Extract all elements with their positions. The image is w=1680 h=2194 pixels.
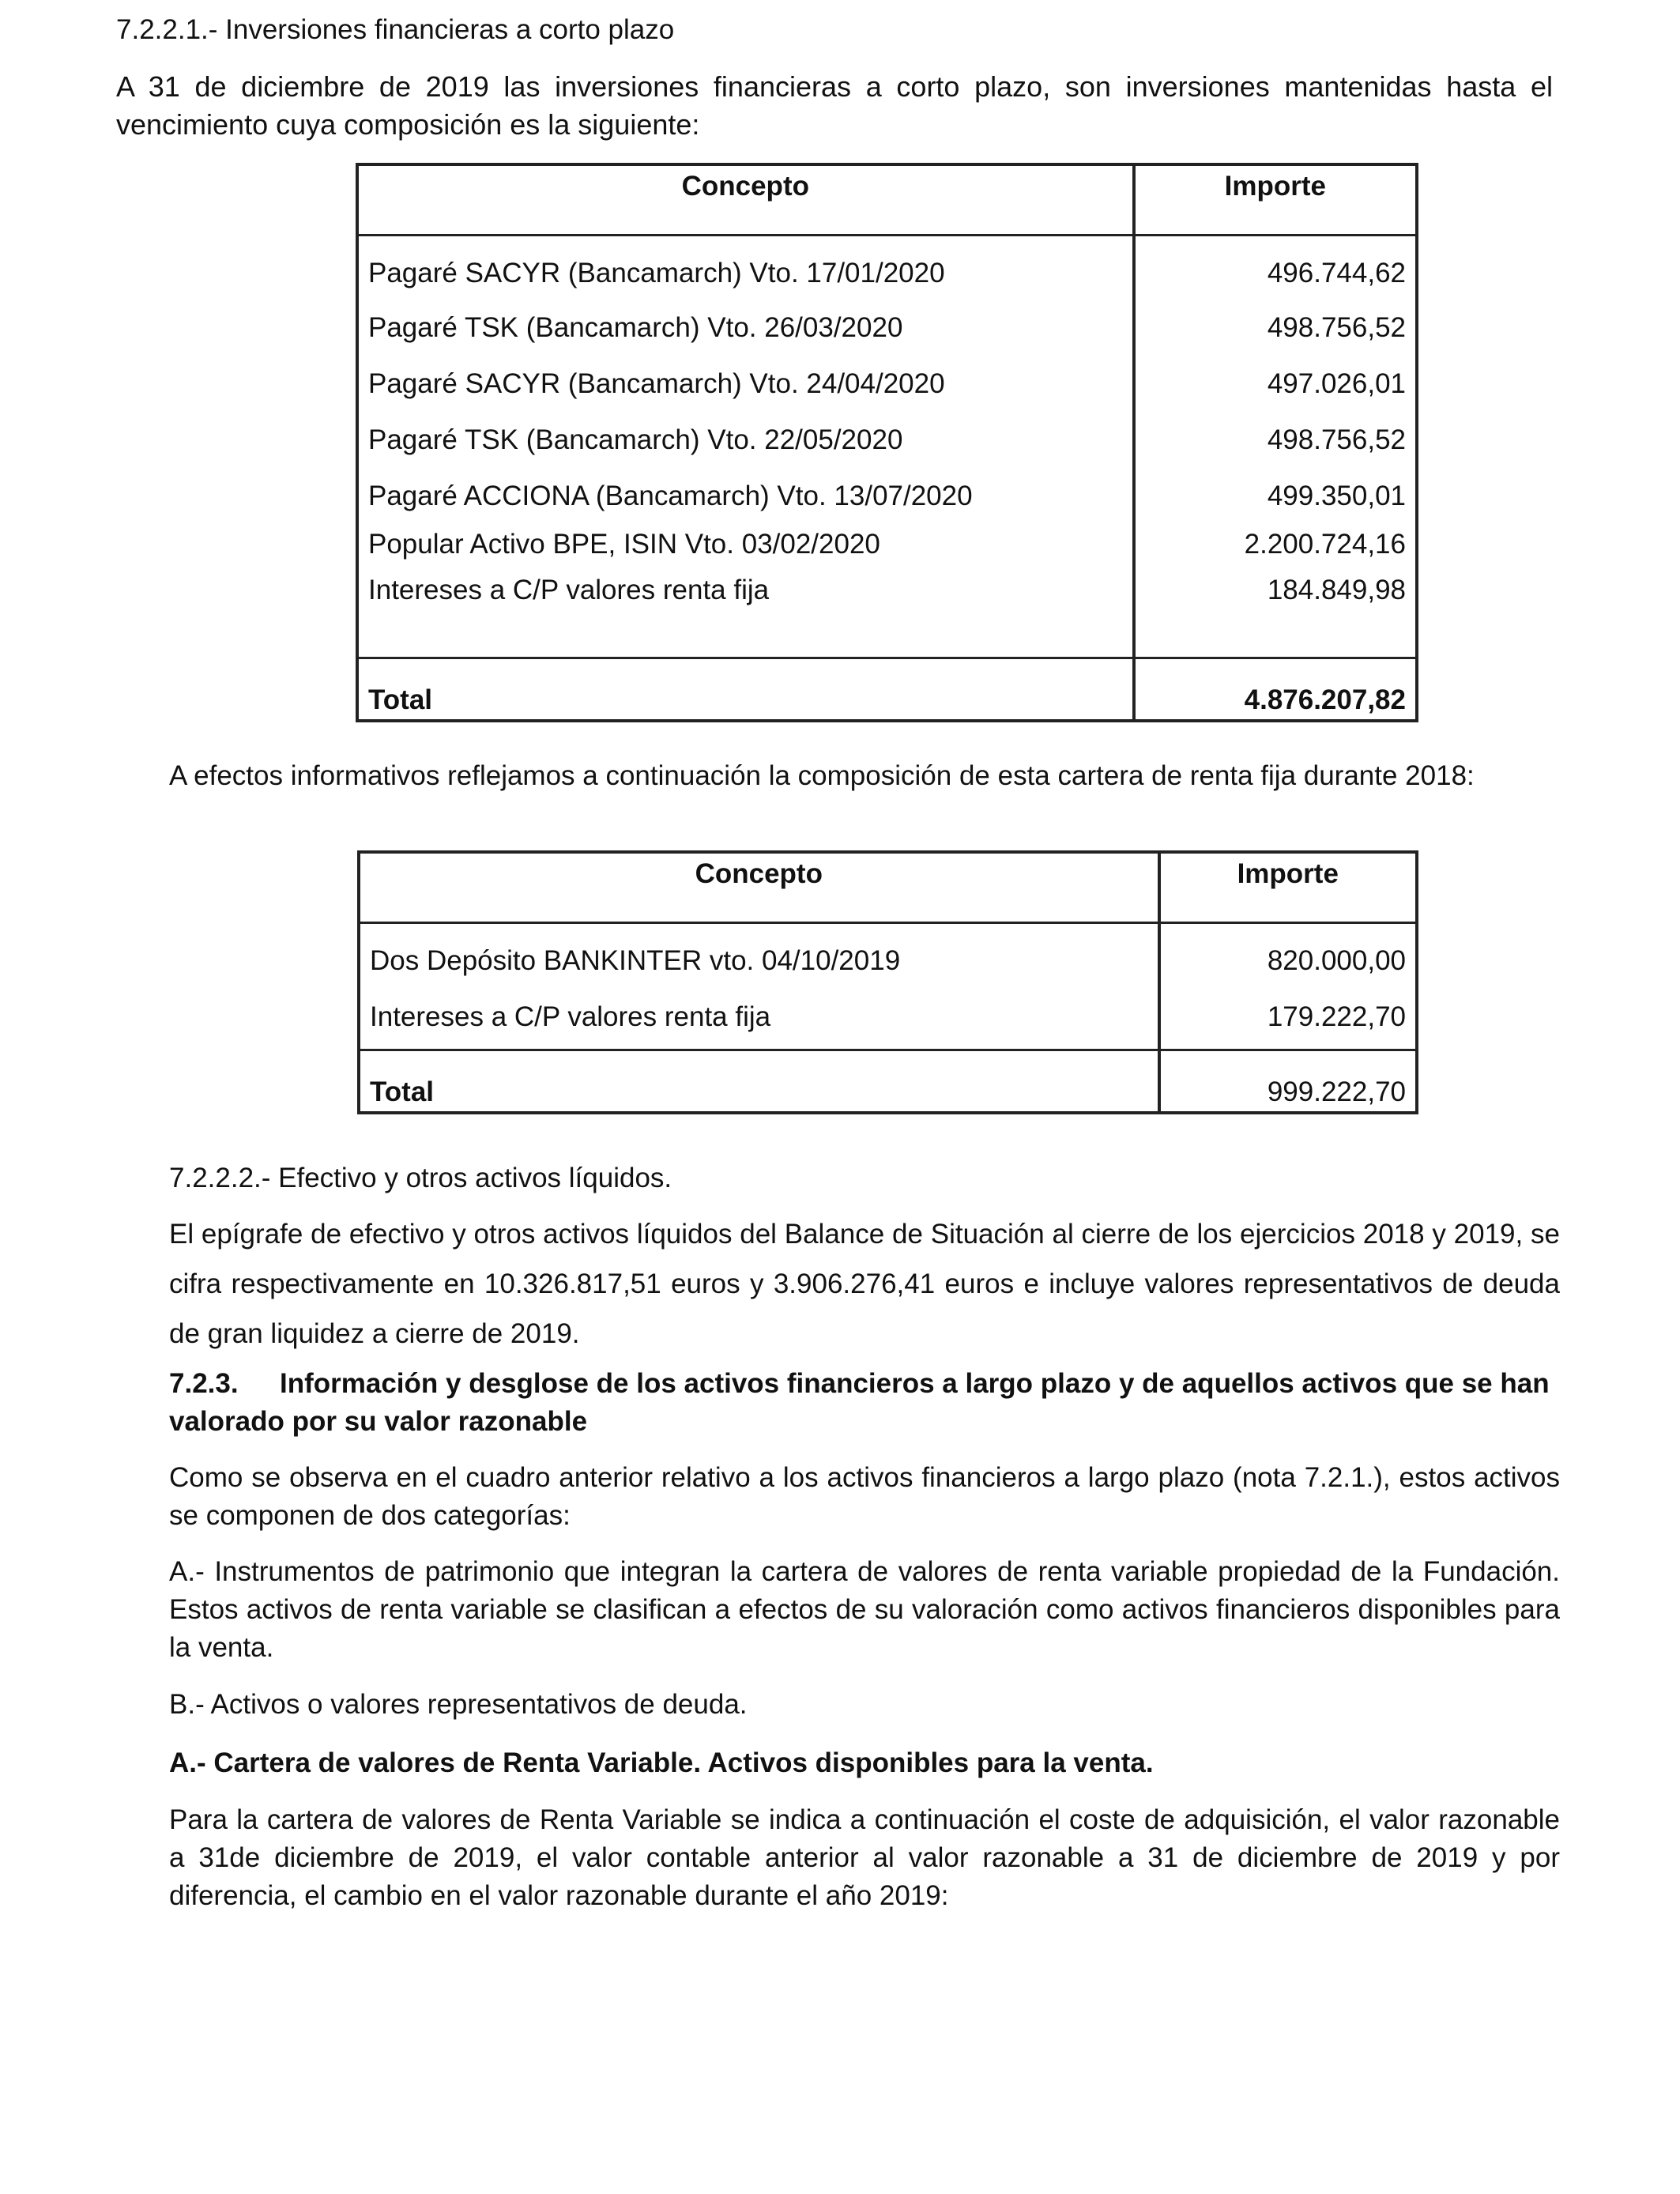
table-total-row [357,658,1417,722]
row-concepto: Popular Activo BPE, ISIN Vto. 03/02/2020 [357,512,1134,560]
table-2019-col-importe: Importe [1134,164,1417,236]
category-a-paragraph: A.- Instrumentos de patrimonio que integran la cartera de valores de renta variable propiedad de la Fundación. Estos activos de renta variable se clasifican a efectos de su valoración como activos financieros disponibles para la venta. [169,1556,1560,1663]
table-row [357,289,1417,344]
section-number: 7.2.3. [169,1368,239,1399]
cash-paragraph: El epígrafe de efectivo y otros activos líquidos del Balance de Situación al cierre de los ejercicios 2018 y 2019, se cifra respectivamente en 10.326.817,51 euros y 3.906.276,41 euros e incluye valores representativos de deuda de gran liquidez a cierre de 2019. [169,1219,1560,1349]
row-importe: 820.000,00 [1159,923,1417,977]
total-value: 4.876.207,82 [1134,658,1417,722]
row-concepto: Pagaré TSK (Bancamarch) Vto. 22/05/2020 [357,400,1134,456]
row-concepto: Pagaré SACYR (Bancamarch) Vto. 24/04/2020 [357,344,1134,400]
table-row [357,512,1417,560]
row-concepto: Pagaré ACCIONA (Bancamarch) Vto. 13/07/2020 [357,456,1134,512]
categories-paragraph: Como se observa en el cuadro anterior relativo a los activos financieros a largo plazo (nota 7.2.1.), estos activos se componen de dos categorías: [169,1462,1560,1531]
section-heading-7222: 7.2.2.2.- Efectivo y otros activos líquidos. [169,1163,672,1193]
row-importe: 498.756,52 [1134,289,1417,344]
table-row [357,400,1417,456]
section-heading-7221: 7.2.2.1.- Inversiones financieras a corto plazo [116,14,675,45]
row-concepto: Pagaré TSK (Bancamarch) Vto. 26/03/2020 [357,289,1134,344]
total-value: 999.222,70 [1159,1050,1417,1114]
row-concepto: Pagaré SACYR (Bancamarch) Vto. 17/01/2020 [357,236,1134,289]
subheading-renta-variable: A.- Cartera de valores de Renta Variable. Activos disponibles para la venta. [169,1747,1154,1778]
total-label: Total [357,658,1134,722]
row-importe: 496.744,62 [1134,236,1417,289]
table-spacer-row [357,606,1417,658]
table-row [357,344,1417,400]
table-2019 [356,163,1418,722]
table-2019-col-concepto: Concepto [357,164,1134,236]
table-row [357,236,1417,289]
row-importe: 497.026,01 [1134,344,1417,400]
table-row [359,977,1417,1033]
total-label: Total [359,1050,1159,1114]
row-importe: 499.350,01 [1134,456,1417,512]
section-title: Información y desglose de los activos financieros a largo plazo y de aquellos activos que se han valorado por su valor razonable [169,1368,1550,1437]
renta-variable-paragraph: Para la cartera de valores de Renta Variable se indica a continuación el coste de adquisición, el valor razonable a 31de diciembre de 2019, el valor contable anterior al valor razonable a 31 de diciembre de 2019 y por diferencia, el cambio en el valor razonable durante el año 2019: [169,1804,1560,1911]
table-row [359,923,1417,977]
category-b-paragraph: B.- Activos o valores representativos de deuda. [169,1689,748,1720]
informative-paragraph: A efectos informativos reflejamos a continuación la composición de esta cartera de renta fija durante 2018: [169,760,1475,791]
row-importe: 2.200.724,16 [1134,512,1417,560]
table-row [357,560,1417,606]
table-total-row [359,1050,1417,1114]
row-importe: 179.222,70 [1159,977,1417,1033]
row-importe: 184.849,98 [1134,560,1417,606]
table-2018 [357,850,1418,1114]
table-spacer-row [359,1033,1417,1050]
row-concepto: Intereses a C/P valores renta fija [359,977,1159,1033]
row-importe: 498.756,52 [1134,400,1417,456]
table-2018-col-concepto: Concepto [359,852,1159,923]
row-concepto: Intereses a C/P valores renta fija [357,560,1134,606]
row-concepto: Dos Depósito BANKINTER vto. 04/10/2019 [359,923,1159,977]
table-2018-col-importe: Importe [1159,852,1417,923]
section-heading-723 [169,1365,1560,1441]
table-row [357,456,1417,512]
intro-paragraph: A 31 de diciembre de 2019 las inversiones financieras a corto plazo, son inversiones mantenidas hasta el vencimiento cuya composición es la siguiente: [116,70,1553,141]
